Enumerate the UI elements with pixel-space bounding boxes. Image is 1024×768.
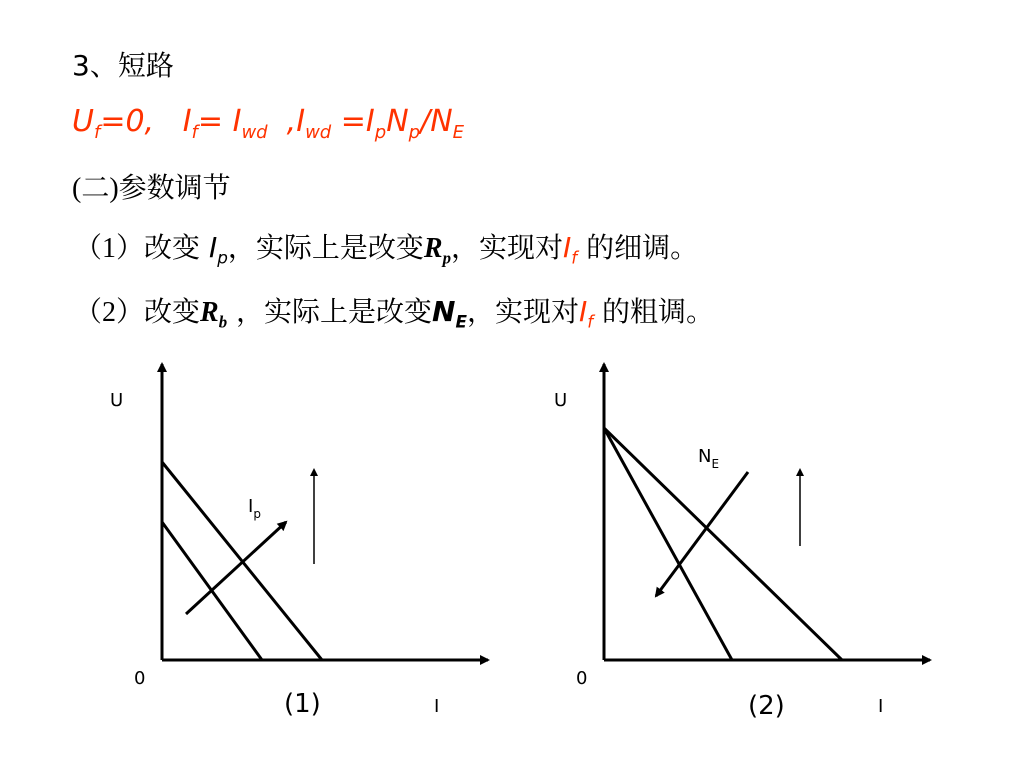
graph1-x-label: I	[434, 696, 440, 717]
short-circuit-formula: $U_f=0$, $I_f= I_{wd}$ $,I_{wd} =I_pN_p/N_E$	[72, 104, 465, 143]
graph2-y-label: U	[554, 390, 568, 411]
graph1-caption: (1)	[284, 689, 321, 719]
graph1-param-arrow	[186, 522, 286, 614]
section-title: (二)参数调节	[72, 171, 231, 204]
graph1-origin: 0	[134, 668, 146, 689]
graph-1	[110, 364, 488, 719]
graph2-param-label: $N_E$	[698, 446, 720, 471]
heading: 3、短路	[72, 49, 174, 82]
item-2: （2）改变$R_b$ ，实际上是改变$N_E$，实现对$I_f$ 的粗调。	[74, 295, 715, 332]
graph-2	[554, 364, 930, 721]
graph2-caption: (2)	[748, 691, 785, 721]
graph1-param-label: $I_p$	[248, 496, 261, 521]
graph2-x-label: I	[878, 696, 884, 717]
graph2-line-shallow	[604, 428, 842, 660]
graph2-origin: 0	[576, 668, 588, 689]
graph1-y-label: U	[110, 390, 124, 411]
item-1: （1）改变 $I_p$，实际上是改变$R_p$，实现对$I_f$ 的细调。	[74, 231, 699, 268]
